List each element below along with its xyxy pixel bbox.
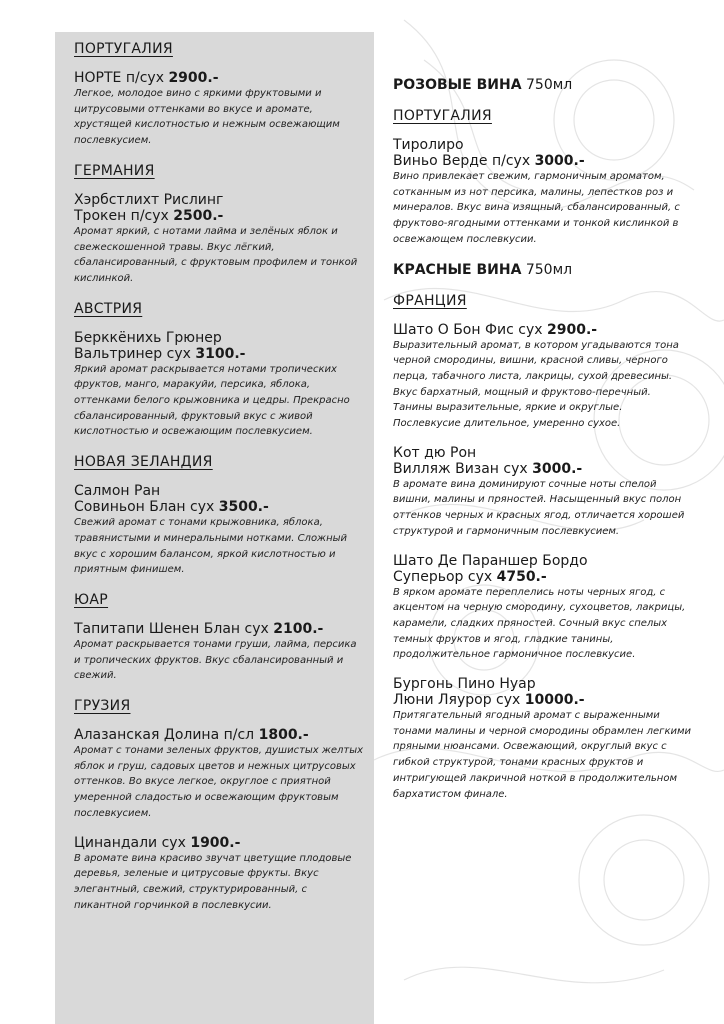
wine-description: Выразительный аромат, в котором угадываются тона черной смородины, вишни, красной сливы, черного перца, табачного листа, лакрицы, сухой древесины. Вкус бархатный, мощный и фруктово-перечный. Танины выразительные, яркие и округлые. Послевкусие длительное, умеренно сухое. bbox=[393, 339, 679, 430]
wine-item bbox=[74, 835, 364, 914]
country-heading: ПОРТУГАЛИЯ bbox=[74, 41, 173, 57]
wine-item bbox=[74, 192, 364, 287]
category-volume: 750мл bbox=[521, 261, 573, 278]
wine-name-text: Вилляж Визан сух bbox=[393, 460, 533, 477]
wine-name bbox=[74, 346, 364, 362]
country-heading: ПОРТУГАЛИЯ bbox=[393, 108, 492, 124]
wine-name-line1: Берккёнихь Грюнер bbox=[74, 329, 222, 346]
wine-description: Аромат яркий, с нотами лайма и зелёных яблок и свежескошенной травы. Вкус лёгкий, сбалансированный, с фруктовым профилем и тонкой кислинкой. bbox=[74, 225, 358, 284]
wine-name bbox=[393, 692, 693, 708]
country-heading: НОВАЯ ЗЕЛАНДИЯ bbox=[74, 454, 213, 471]
wine-name bbox=[393, 569, 693, 585]
wine-name-text: Тапитапи Шенен Блан сух bbox=[74, 620, 274, 637]
left-column bbox=[74, 40, 364, 926]
wine-price: 2500.- bbox=[173, 207, 224, 224]
wine-name bbox=[393, 153, 693, 169]
wine-description: Легкое, молодое вино с яркими фруктовыми и цитрусовыми оттенками во вкусе и аромате, хрустящей кислотностью и нежным освежающим послевкусием. bbox=[74, 88, 340, 147]
wine-name bbox=[74, 208, 364, 224]
wine-name-line1: Кот дю Рон bbox=[393, 444, 477, 461]
wine-name bbox=[393, 461, 693, 477]
wine-name-line1: Бургонь Пино Нуар bbox=[393, 676, 536, 693]
wine-name-text: Совиньон Блан сух bbox=[74, 499, 219, 516]
wine-item bbox=[393, 676, 693, 802]
wine-name bbox=[74, 70, 364, 86]
category-name: КРАСНЫЕ ВИНА bbox=[393, 261, 522, 278]
wine-price: 2100.- bbox=[273, 620, 324, 637]
wine-description: Аромат раскрывается тонами груши, лайма, персика и тропических фруктов. Вкус сбалансированный и свежий. bbox=[74, 638, 357, 682]
wine-price: 10000.- bbox=[524, 692, 585, 709]
wine-name-line1: Шато Де Параншер Бордо bbox=[393, 552, 588, 569]
wine-name bbox=[74, 727, 364, 743]
wine-item bbox=[393, 553, 693, 664]
country-heading: ЮАР bbox=[74, 591, 109, 608]
wine-item bbox=[393, 137, 693, 248]
wine-name-line1: Тиролиро bbox=[393, 137, 464, 153]
wine-item bbox=[74, 621, 364, 684]
wine-name-text: Виньо Верде п/сух bbox=[393, 153, 535, 169]
wine-name-text: Цинандали сух bbox=[74, 834, 191, 851]
wine-description: Аромат с тонами зеленых фруктов, душистых желтых яблок и груш, садовых цветов и нежных цитрусовых оттенков. Во вкусе легкое, округлое с приятной умеренной сладостью и освежающим фруктовым послевкусием. bbox=[74, 745, 364, 819]
country-heading: АВСТРИЯ bbox=[74, 300, 143, 317]
wine-price: 1900.- bbox=[190, 834, 241, 851]
wine-item bbox=[393, 445, 693, 540]
wine-item bbox=[74, 483, 364, 578]
wine-name bbox=[74, 621, 364, 637]
wine-item bbox=[74, 330, 364, 441]
red-wines bbox=[393, 292, 693, 803]
wine-price: 3100.- bbox=[195, 345, 246, 362]
wine-price: 4750.- bbox=[496, 568, 547, 585]
wine-price: 2900.- bbox=[546, 321, 598, 338]
wine-description: В аромате вина доминируют сочные ноты спелой вишни, малины и пряностей. Насыщенный вкус полон оттенков черных и красных ягод, отличается хорошей структурой и гармоничным послевкусием. bbox=[393, 478, 685, 537]
wine-item bbox=[74, 727, 364, 822]
wine-price: 2900.- bbox=[168, 70, 219, 86]
wine-description: Притягательный ягодный аромат с выраженными тонами малины и черной смородины обрамлен легкими пряными нюансами. Освежающий, округлый вкус с гибкой структурой, тонами красных фруктов и интригующей лакричной ноткой в продолжительном бархатистом финале. bbox=[393, 710, 692, 800]
wine-name-text: Алазанская Долина п/сл bbox=[74, 727, 259, 744]
wine-price: 3500.- bbox=[218, 499, 269, 516]
category-volume: 750мл bbox=[521, 77, 573, 93]
wine-name bbox=[74, 835, 364, 851]
wine-name-text: Вальтринер сух bbox=[74, 345, 196, 362]
wine-item bbox=[393, 322, 693, 432]
country-heading: ГРУЗИЯ bbox=[74, 698, 131, 715]
wine-name-text: НОРТЕ п/сух bbox=[74, 70, 169, 86]
wine-item bbox=[74, 70, 364, 149]
country-heading: ФРАНЦИЯ bbox=[393, 292, 467, 309]
wine-name-text: Трокен п/сух bbox=[74, 207, 174, 224]
rose-wines bbox=[393, 107, 693, 248]
category-title bbox=[393, 76, 693, 94]
wine-price: 3000.- bbox=[534, 153, 585, 169]
wine-name bbox=[74, 499, 364, 515]
wine-name-text: Шато О Бон Фис сух bbox=[393, 321, 547, 338]
wine-name bbox=[393, 322, 693, 338]
wine-name-line1: Салмон Ран bbox=[74, 483, 161, 500]
right-column bbox=[393, 76, 693, 815]
wine-description: Свежий аромат с тонами крыжовника, яблока, травянистыми и минеральными нотками. Сложный вкус с хорошим балансом, яркой кислотностью и приятным финишем. bbox=[74, 517, 347, 576]
wine-price: 3000.- bbox=[532, 460, 583, 477]
category-name: РОЗОВЫЕ ВИНА bbox=[393, 77, 522, 93]
wine-description: В ярком аромате переплелись ноты черных ягод, с акцентом на черную смородину, сухоцветов, лакрицы, карамели, сладких пряностей. Сочный вкус спелых темных фруктов и ягод, гладкие танины, продолжительное гармоничное послевкусие. bbox=[393, 586, 686, 661]
country-heading: ГЕРМАНИЯ bbox=[74, 162, 155, 179]
wine-price: 1800.- bbox=[258, 727, 309, 744]
wine-description: В аромате вина красиво звучат цветущие плодовые деревья, зеленые и цитрусовые фрукты. Вкус элегантный, свежий, структурированный, с пикантной горчинкой в послевкусии. bbox=[74, 852, 352, 911]
wine-name-line1: Хэрбстлихт Рислинг bbox=[74, 191, 224, 208]
wine-description: Яркий аромат раскрывается нотами тропических фруктов, манго, маракуйи, персика, яблока, оттенками белого крыжовника и цедры. Прекрасно сбалансированный, фруктовый вкус с живой кислотностью и освежающим послевкусием. bbox=[74, 363, 350, 438]
category-title bbox=[393, 261, 693, 279]
wine-description: Вино привлекает свежим, гармоничным ароматом, сотканным из нот персика, малины, лепестков роз и минералов. Вкус вина изящный, сбалансированный, с фруктово-ягодными оттенками и тонкой кислинкой в освежающем послевкусии. bbox=[393, 171, 680, 245]
wine-name-text: Суперьор сух bbox=[393, 568, 497, 585]
wine-name-text: Люни Ляурор сух bbox=[393, 692, 525, 709]
